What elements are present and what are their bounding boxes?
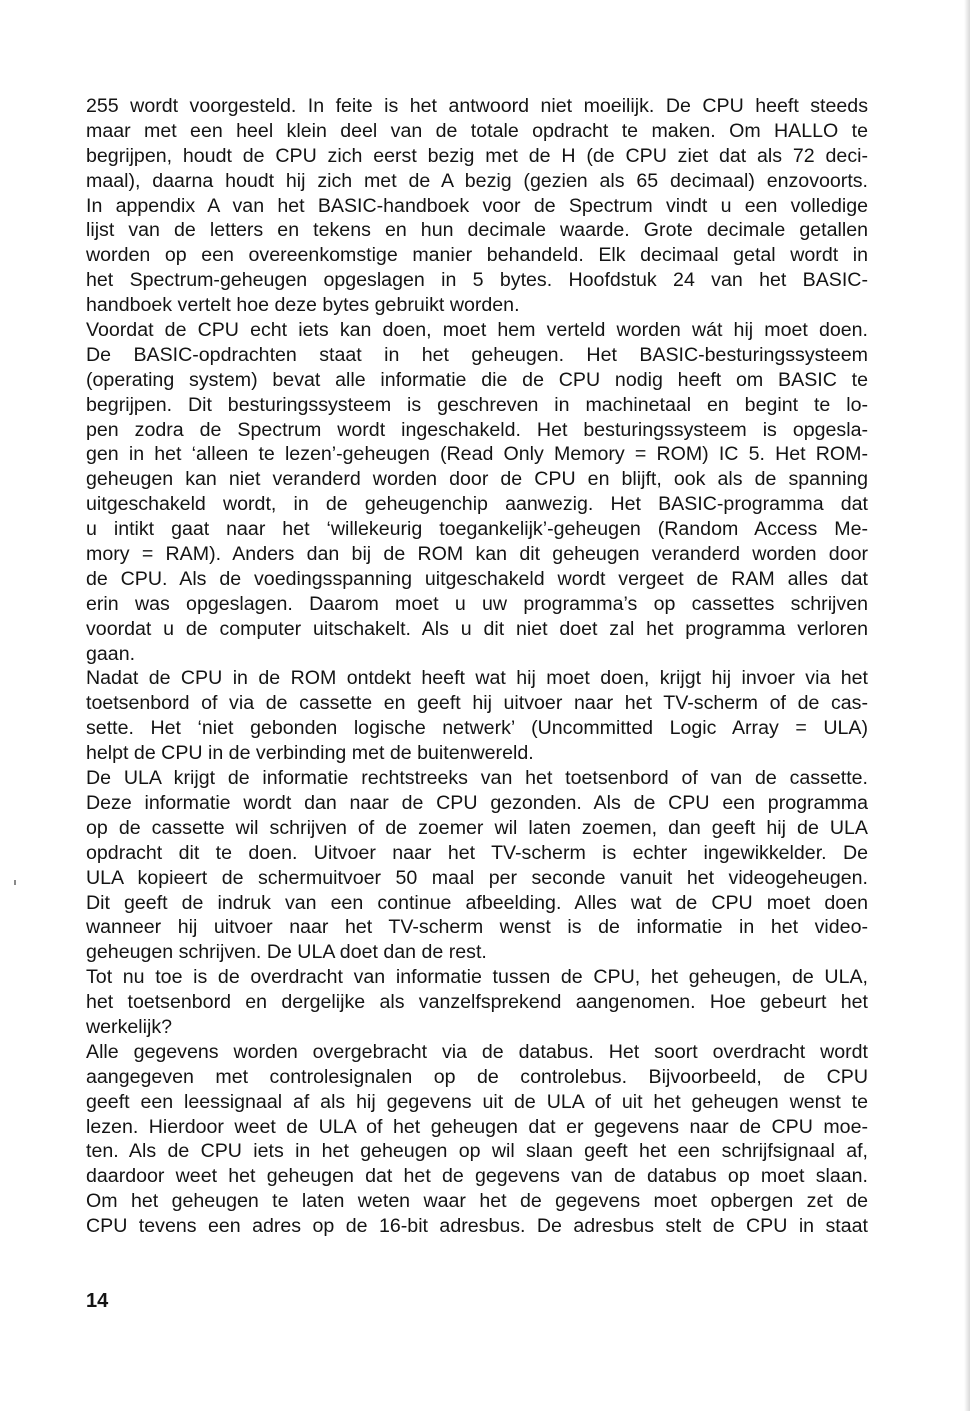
text-line: handboek vertelt hoe deze bytes gebruikt worden. [86, 294, 520, 317]
text-line: sette. Het ‘niet gebonden logische netwerk’ (Uncommitted Logic Array = ULA) [86, 717, 868, 740]
text-line: Om het geheugen te laten weten waar het de gegevens moet opbergen zet de [86, 1190, 868, 1213]
text-line: geeft een leessignaal af als hij gegevens uit de ULA of uit het geheugen wenst te [86, 1090, 868, 1113]
text-line: ten. Als de CPU iets in het geheugen op wil slaan geeft het een schrijfsignaal af, [86, 1140, 868, 1163]
body-text [86, 94, 868, 1239]
text-line: Voordat de CPU echt iets kan doen, moet hem verteld worden wát hij moet doen. [86, 319, 868, 342]
page-number: 14 [86, 1290, 109, 1312]
text-line: toetsenbord of via de cassette en geeft hij uitvoer naar het TV-scherm of de cas- [86, 692, 868, 715]
text-line: Deze informatie wordt dan naar de CPU gezonden. Als de CPU een programma [86, 791, 868, 814]
text-line: het toetsenbord en dergelijke als vanzelfsprekend aangenomen. Hoe gebeurt het [86, 991, 868, 1014]
text-line: lezen. Hierdoor weet de ULA of het geheugen dat er gegevens naar de CPU moe- [86, 1115, 868, 1138]
text-line: helpt de CPU in de verbinding met de buitenwereld. [86, 742, 534, 765]
text-line: ULA kopieert de schermuitvoer 50 maal per seconde vanuit het videogeheugen. [86, 866, 868, 889]
text-line: worden op een overeenkomstige manier behandeld. Elk decimaal getal wordt in [86, 244, 868, 267]
text-line: maal), daarna houdt hij zich met de A bezig (gezien als 65 decimaal) enzovoorts. [86, 169, 868, 192]
text-line: In appendix A van het BASIC-handboek voor de Spectrum vindt u een volledige [86, 194, 868, 217]
text-line: wanneer hij uitvoer naar het TV-scherm wenst is de informatie in het video- [86, 916, 868, 939]
text-line: erin was opgeslagen. Daarom moet u uw programma’s op cassettes schrijven [86, 592, 868, 615]
text-line: begrijpen. Dit besturingssysteem is geschreven in machinetaal en begint te lo- [86, 393, 868, 416]
text-line: aangegeven met controlesignalen op de controlebus. Bijvoorbeeld, de CPU [86, 1065, 868, 1088]
text-line: (operating system) bevat alle informatie die de CPU nodig heeft om BASIC te [86, 368, 868, 391]
page-edge-shadow [964, 0, 970, 1411]
text-line: lijst van de letters en tekens en hun decimale waarde. Grote decimale getallen [86, 219, 868, 242]
text-line: daardoor weet het geheugen dat het de gegevens van de databus op moet slaan. [86, 1165, 868, 1188]
text-line: De BASIC-opdrachten staat in het geheugen. Het BASIC-besturingssysteem [86, 343, 868, 366]
text-line: u intikt gaat naar het ‘willekeurig toegankelijk’-geheugen (Random Access Me- [86, 518, 868, 541]
text-line: gen in het ‘alleen te lezen’-geheugen (Read Only Memory = ROM) IC 5. Het ROM- [86, 443, 868, 466]
text-line: CPU tevens een adres op de 16-bit adresbus. De adresbus stelt de CPU in staat [86, 1215, 868, 1238]
text-line: geheugen kan niet veranderd worden door de CPU en blijft, ook als de spanning [86, 468, 868, 491]
text-line: De ULA krijgt de informatie rechtstreeks van het toetsenbord of van de cassette. [86, 767, 868, 790]
text-line: maar met een heel klein deel van de totale opdracht te maken. Om HALLO te [86, 119, 868, 142]
text-line: Tot nu toe is de overdracht van informatie tussen de CPU, het geheugen, de ULA, [86, 966, 868, 989]
text-line: 255 wordt voorgesteld. In feite is het antwoord niet moeilijk. De CPU heeft steeds [86, 95, 868, 117]
text-line: op de cassette wil schrijven of de zoemer wil laten zoemen, dan geeft hij de ULA [86, 816, 868, 839]
text-line: geheugen schrijven. De ULA doet dan de rest. [86, 941, 487, 964]
text-line: Alle gegevens worden overgebracht via de databus. Het soort overdracht wordt [86, 1040, 868, 1063]
text-line: voordat u de computer uitschakelt. Als u dit niet doet zal het programma verloren [86, 617, 868, 640]
text-line: gaan. [86, 642, 136, 665]
text-line: opdracht dit te doen. Uitvoer naar het TV-scherm is echter ingewikkelder. De [86, 841, 868, 864]
text-line: werkelijk? [86, 1015, 173, 1038]
text-line: uitgeschakeld wordt, in de geheugenchip aanwezig. Het BASIC-programma dat [86, 493, 868, 516]
text-line: Dit geeft de indruk van een continue afbeelding. Alles wat de CPU moet doen [86, 891, 868, 914]
text-line: begrijpen, houdt de CPU zich eerst bezig met de H (de CPU ziet dat als 72 deci- [86, 144, 868, 167]
text-line: Nadat de CPU in de ROM ontdekt heeft wat hij moet doen, krijgt hij invoer via het [86, 667, 868, 690]
text-line: de CPU. Als de voedingsspanning uitgeschakeld wordt vergeet de RAM alles dat [86, 567, 868, 590]
text-line: pen zodra de Spectrum wordt ingeschakeld. Het besturingssysteem is opgesla- [86, 418, 868, 441]
text-line: het Spectrum-geheugen opgeslagen in 5 bytes. Hoofdstuk 24 van het BASIC- [86, 269, 868, 292]
text-line: mory = RAM). Anders dan bij de ROM kan dit geheugen veranderd worden door [86, 543, 868, 566]
stray-scan-mark [14, 880, 16, 885]
